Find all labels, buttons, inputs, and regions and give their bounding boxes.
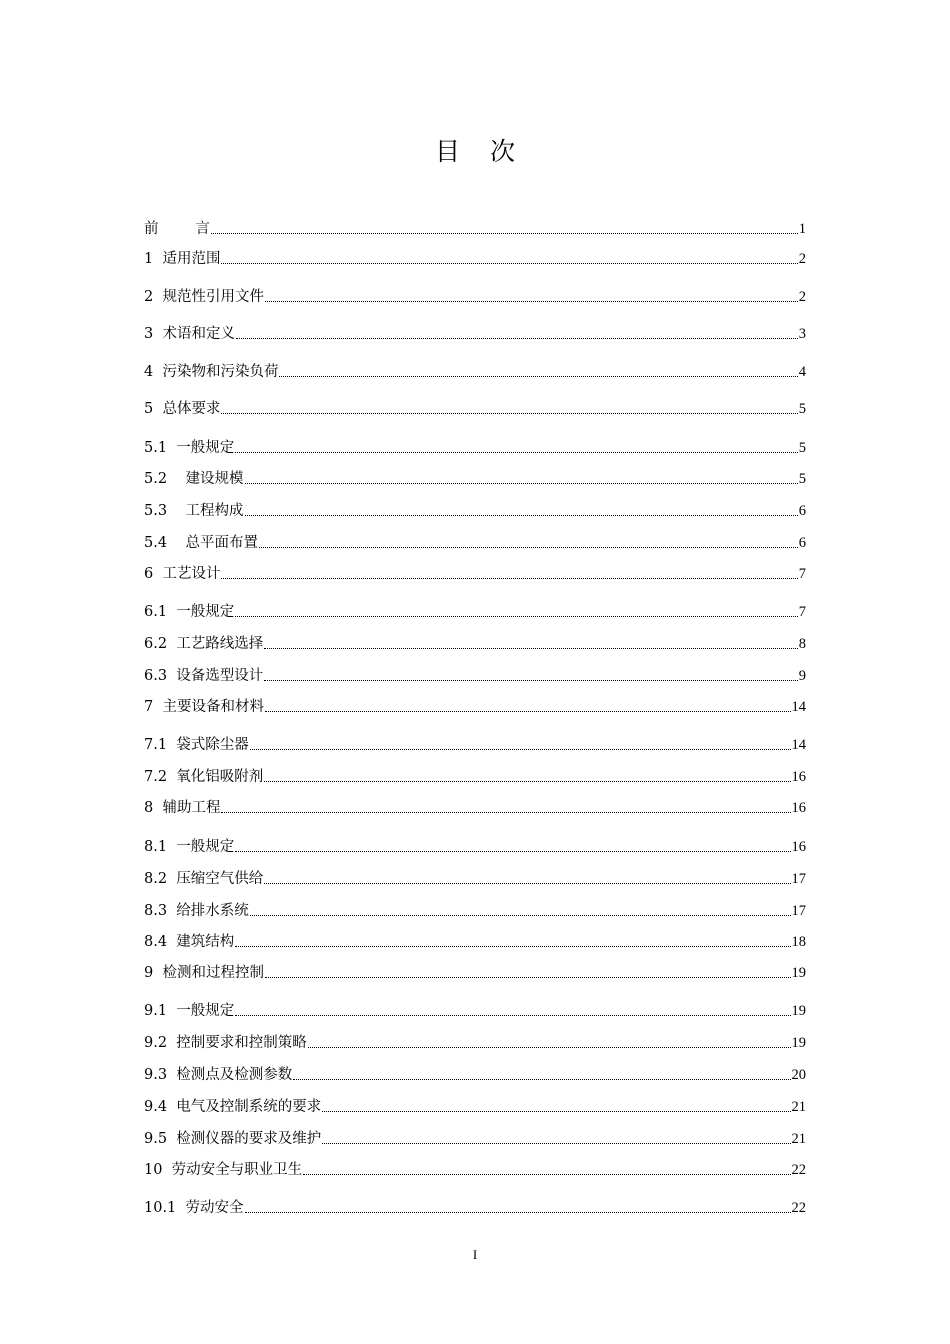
toc-entry-label: 9.3 检测点及检测参数 xyxy=(144,1067,293,1083)
toc-entry-label: 8.3 给排水系统 xyxy=(144,903,249,919)
toc-leader-dots xyxy=(245,515,798,516)
toc-entry[interactable] xyxy=(144,632,806,654)
toc-leader-dots xyxy=(250,915,791,916)
toc-entry[interactable] xyxy=(144,1127,806,1149)
toc-entry-page-number: 17 xyxy=(791,903,806,919)
toc-entry[interactable] xyxy=(144,499,806,521)
toc-entry-page-number: 18 xyxy=(791,934,806,950)
toc-leader-dots xyxy=(308,1047,791,1048)
toc-entry[interactable] xyxy=(144,360,806,382)
toc-leader-dots xyxy=(235,1015,790,1016)
toc-entry-label: 5.1 一般规定 xyxy=(144,440,235,456)
toc-entry-label: 5 总体要求 xyxy=(144,401,221,417)
footer-page-number: I xyxy=(472,1247,478,1262)
toc-entry-label: 5.2 建设规模 xyxy=(144,471,244,487)
toc-entry[interactable] xyxy=(144,1158,806,1180)
toc-entry[interactable] xyxy=(144,247,806,269)
toc-entry-page-number: 5 xyxy=(798,471,806,487)
toc-entry-page-number: 6 xyxy=(798,503,806,519)
toc-entry[interactable] xyxy=(144,999,806,1021)
toc-entry-page-number: 20 xyxy=(791,1067,806,1083)
toc-leader-dots xyxy=(221,263,797,264)
toc-leader-dots xyxy=(264,680,797,681)
toc-entry[interactable] xyxy=(144,899,806,921)
toc-entry-label: 10 劳动安全与职业卫生 xyxy=(144,1162,303,1178)
toc-entry-label: 6.2 工艺路线选择 xyxy=(144,636,264,652)
toc-entry[interactable] xyxy=(144,765,806,787)
toc-entry-page-number: 2 xyxy=(798,251,806,267)
toc-entry-label: 3 术语和定义 xyxy=(144,326,235,342)
toc-leader-dots xyxy=(279,376,797,377)
toc-entry-label: 1 适用范围 xyxy=(144,251,221,267)
toc-entry[interactable] xyxy=(144,796,806,818)
toc-entry[interactable] xyxy=(144,1063,806,1085)
toc-leader-dots xyxy=(245,1212,791,1213)
toc-leader-dots xyxy=(235,851,790,852)
toc-entry-page-number: 2 xyxy=(798,289,806,305)
toc-entry-page-number: 22 xyxy=(791,1162,806,1178)
toc-entry-label: 9.2 控制要求和控制策略 xyxy=(144,1035,307,1051)
toc-entry-page-number: 21 xyxy=(791,1099,806,1115)
toc-leader-dots xyxy=(221,812,790,813)
toc-entry-label: 前 言 xyxy=(144,221,210,237)
toc-entry-page-number: 8 xyxy=(798,636,806,652)
toc-entry[interactable] xyxy=(144,1196,806,1218)
toc-entry-label: 6.3 设备选型设计 xyxy=(144,668,264,684)
toc-entry[interactable] xyxy=(144,835,806,857)
toc-entry-page-number: 1 xyxy=(798,221,806,237)
toc-entry[interactable] xyxy=(144,467,806,489)
toc-entry-page-number: 22 xyxy=(791,1200,806,1216)
toc-entry-page-number: 4 xyxy=(798,364,806,380)
toc-leader-dots xyxy=(221,578,797,579)
toc-leader-dots xyxy=(235,452,797,453)
toc-entry-label: 9.5 检测仪器的要求及维护 xyxy=(144,1131,322,1147)
toc-entry-page-number: 6 xyxy=(798,535,806,551)
toc-leader-dots xyxy=(259,547,798,548)
toc-entry-label: 6.1 一般规定 xyxy=(144,604,235,620)
toc-leader-dots xyxy=(303,1174,790,1175)
toc-entry-page-number: 16 xyxy=(791,839,806,855)
toc-entry-label: 7.1 袋式除尘器 xyxy=(144,737,249,753)
toc-leader-dots xyxy=(322,1143,790,1144)
toc-entry-page-number: 5 xyxy=(798,440,806,456)
toc-entry-page-number: 7 xyxy=(798,566,806,582)
toc-entry-page-number: 7 xyxy=(798,604,806,620)
toc-entry-page-number: 19 xyxy=(791,965,806,981)
toc-entry-label: 5.3 工程构成 xyxy=(144,503,244,519)
toc-leader-dots xyxy=(221,413,797,414)
toc-entry[interactable] xyxy=(144,600,806,622)
toc-entry[interactable] xyxy=(144,531,806,553)
toc-entry-label: 7.2 氧化铝吸附剂 xyxy=(144,769,264,785)
toc-entry[interactable] xyxy=(144,436,806,458)
toc-entry-page-number: 21 xyxy=(791,1131,806,1147)
toc-entry-label: 9 检测和过程控制 xyxy=(144,965,264,981)
toc-entry-page-number: 5 xyxy=(798,401,806,417)
toc-leader-dots xyxy=(250,749,791,750)
toc-entry[interactable] xyxy=(144,733,806,755)
toc-leader-dots xyxy=(211,233,798,234)
page-title-char-2: 次 xyxy=(490,137,516,166)
toc-entry-label: 2 规范性引用文件 xyxy=(144,289,264,305)
toc-entry-page-number: 3 xyxy=(798,326,806,342)
toc-leader-dots xyxy=(264,781,790,782)
toc-entry[interactable] xyxy=(144,322,806,344)
toc-entry[interactable] xyxy=(144,1095,806,1117)
toc-leader-dots xyxy=(235,616,797,617)
toc-entry-page-number: 14 xyxy=(791,699,806,715)
toc-entry[interactable] xyxy=(144,695,806,717)
toc-leader-dots xyxy=(235,946,790,947)
page-title-char-1: 目 xyxy=(434,137,460,166)
toc-entry-label: 4 污染物和污染负荷 xyxy=(144,364,279,380)
toc-entry-label: 9.4 电气及控制系统的要求 xyxy=(144,1099,322,1115)
toc-entry-label: 7 主要设备和材料 xyxy=(144,699,264,715)
toc-leader-dots xyxy=(264,648,797,649)
toc-entry-label: 8.4 建筑结构 xyxy=(144,934,235,950)
toc-entry-page-number: 17 xyxy=(791,871,806,887)
toc-entry-label: 8.1 一般规定 xyxy=(144,839,235,855)
toc-leader-dots xyxy=(265,977,791,978)
toc-leader-dots xyxy=(322,1111,790,1112)
toc-entry-page-number: 14 xyxy=(791,737,806,753)
toc-entry-page-number: 19 xyxy=(791,1003,806,1019)
page-title xyxy=(0,136,950,168)
toc-entry-label: 8 辅助工程 xyxy=(144,800,221,816)
toc-entry[interactable] xyxy=(144,217,806,239)
toc-entry-label: 10.1 劳动安全 xyxy=(144,1200,244,1216)
toc-entry-label: 6 工艺设计 xyxy=(144,566,221,582)
toc-entry-label: 5.4 总平面布置 xyxy=(144,535,258,551)
toc-leader-dots xyxy=(265,711,791,712)
toc-entry[interactable] xyxy=(144,867,806,889)
toc-leader-dots xyxy=(293,1079,790,1080)
toc-entry-label: 8.2 压缩空气供给 xyxy=(144,871,264,887)
toc-entry-page-number: 19 xyxy=(791,1035,806,1051)
toc-entry-page-number: 16 xyxy=(791,769,806,785)
toc-entry[interactable] xyxy=(144,1031,806,1053)
toc-entry-page-number: 16 xyxy=(791,800,806,816)
toc-entry[interactable] xyxy=(144,285,806,307)
toc-entry[interactable] xyxy=(144,961,806,983)
toc-leader-dots xyxy=(236,338,798,339)
toc-leader-dots xyxy=(264,883,790,884)
toc-leader-dots xyxy=(265,301,798,302)
toc-leader-dots xyxy=(245,483,798,484)
toc-entry-page-number: 9 xyxy=(798,668,806,684)
toc-entry[interactable] xyxy=(144,930,806,952)
toc-entry[interactable] xyxy=(144,397,806,419)
toc-entry[interactable] xyxy=(144,562,806,584)
toc-entry-label: 9.1 一般规定 xyxy=(144,1003,235,1019)
toc-entry[interactable] xyxy=(144,664,806,686)
